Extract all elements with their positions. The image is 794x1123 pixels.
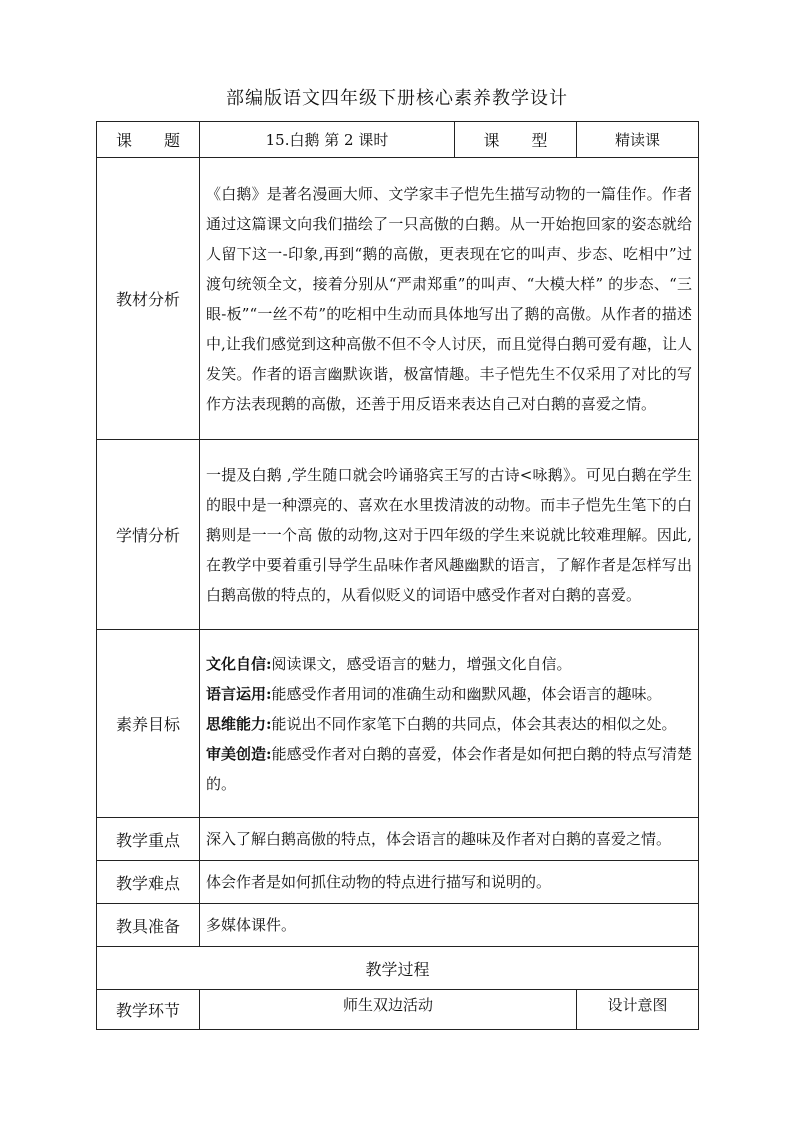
process-heading: 教学过程 [97, 947, 699, 990]
process-col-intent: 设计意图 [577, 990, 699, 1030]
student-analysis-text: 一提及白鹅 ,学生随口就会吟诵骆宾王写的古诗<咏鹅》。可见白鹅在学生的眼中是一种漂亮的、喜欢在水里拨清波的动物。而丰子恺先生笔下的白鹅则是一一个高 傲的动物,这对于四年级的学生来说就比较难理解。因此,在教学中要着重引导学生品味作者风趣幽默的语言，了解作者是怎样写出白鹅高傲的特点的，从看似贬义的词语中感受作者对白鹅的喜爱。 [200, 440, 699, 630]
difficulty-label: 教学难点 [97, 861, 200, 904]
student-analysis-label: 学情分析 [97, 440, 200, 630]
process-col-stage: 教学环节 [97, 990, 200, 1030]
goal-text: 能感受作者用词的准确生动和幽默风趣，体会语言的趣味。 [271, 684, 662, 703]
key-point-row [97, 818, 699, 861]
type-value: 精读课 [577, 122, 699, 158]
key-point-label: 教学重点 [97, 818, 200, 861]
process-columns-row [97, 990, 699, 1030]
key-point-text: 深入了解白鹅高傲的特点，体会语言的趣味及作者对白鹅的喜爱之情。 [200, 818, 699, 861]
goal-key: 文化自信: [206, 654, 272, 673]
textbook-analysis-text: 《白鹅》是著名漫画大师、文学家丰子恺先生描写动物的一篇佳作。作者通过这篇课文向我们描绘了一只高傲的白鹅。从一开始抱回家的姿态就给人留下这一-印象,再到“鹅的高傲，更表现在它的叫声、步态、吃相中”过渡句统领全文，接着分别从“严肃郑重”的叫声、“大模大样” 的步态、“三眼-板”“一丝不苟”的吃相中生动而具体地写出了鹅的高傲。从作者的描述中,让我们感觉到这种高傲不但不令人讨厌，而且觉得白鹅可爱有趣，让人发笑。作者的语言幽默诙谐，极富情趣。丰子恺先生不仅采用了对比的写作方法表现鹅的高傲，还善于用反语来表达自己对白鹅的喜爱之情。 [200, 158, 699, 440]
difficulty-text: 体会作者是如何抓住动物的特点进行描写和说明的。 [200, 861, 699, 904]
materials-label: 教具准备 [97, 904, 200, 947]
goal-item-language [206, 679, 692, 709]
goal-item-thinking [206, 709, 692, 739]
lesson-plan-table [96, 121, 699, 1030]
process-heading-row [97, 947, 699, 990]
topic-value: 15.白鹅 第 2 课时 [200, 122, 455, 158]
literacy-goals-label: 素养目标 [97, 630, 200, 818]
goal-key: 思维能力: [206, 714, 272, 733]
process-col-activity: 师生双边活动 [200, 990, 577, 1030]
type-label: 课 型 [455, 122, 577, 158]
textbook-analysis-label: 教材分析 [97, 158, 200, 440]
goal-item-aesthetic [206, 739, 692, 799]
textbook-analysis-row [97, 158, 699, 440]
materials-text: 多媒体课件。 [200, 904, 699, 947]
goal-text: 能说出不同作家笔下白鹅的共同点，体会其表达的相似之处。 [271, 714, 677, 733]
header-row [97, 122, 699, 158]
goal-key: 审美创造: [206, 744, 272, 763]
student-analysis-row [97, 440, 699, 630]
goal-text: 阅读课文，感受语言的魅力，增强文化自信。 [271, 654, 572, 673]
literacy-goals-list [200, 630, 699, 818]
document-title: 部编版语文四年级下册核心素养教学设计 [226, 88, 568, 109]
difficulty-row [97, 861, 699, 904]
literacy-goals-row [97, 630, 699, 818]
goal-item-culture [206, 649, 692, 679]
goal-text: 能感受作者对白鹅的喜爱，体会作者是如何把白鹅的特点写清楚的。 [206, 744, 692, 793]
materials-row [97, 904, 699, 947]
goal-key: 语言运用: [206, 684, 272, 703]
topic-label: 课 题 [97, 122, 200, 158]
